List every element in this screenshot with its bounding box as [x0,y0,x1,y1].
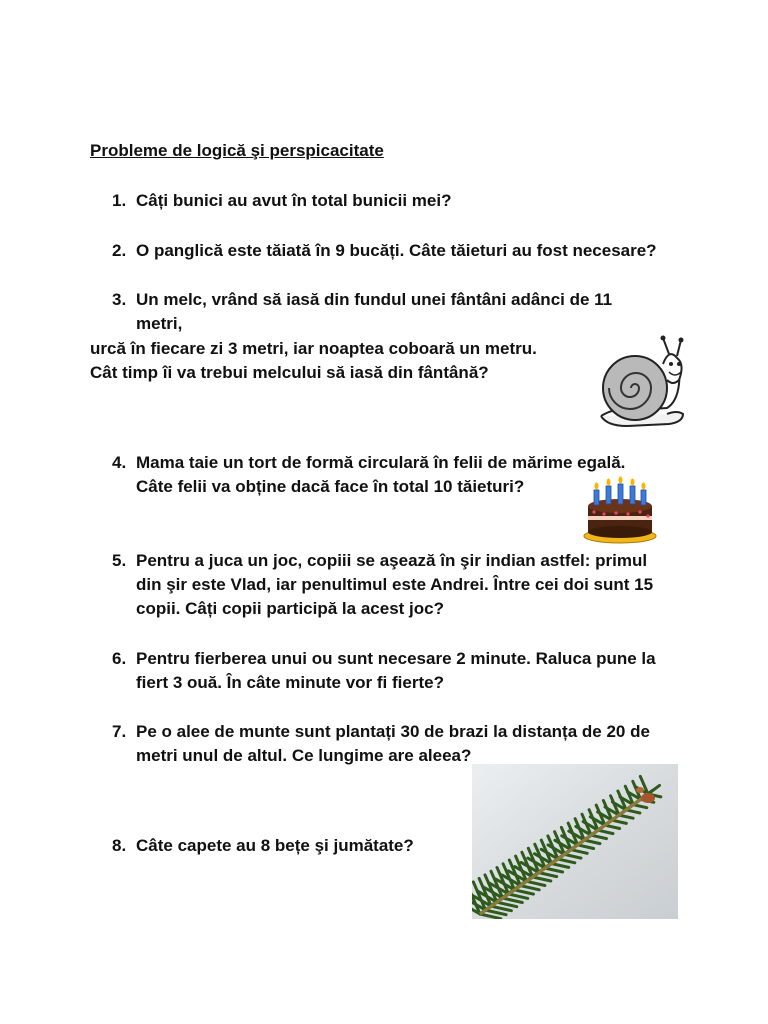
problem-5-line-3: copii. Câți copii participă la acest joc? [136,599,444,618]
problem-3-line-4: Cât timp îi va trebui melcului să iasă din fântână? [90,363,489,382]
problem-3-line-2: metri, [136,314,183,333]
problem-6-line-2: fiert 3 ouă. În câte minute vor fi fierte? [136,673,444,692]
problem-1-text: Câți bunici au avut în total bunicii mei? [136,191,452,210]
problem-2-number: 2. [112,241,127,260]
problem-2-text: O panglică este tăiată în 9 bucăți. Câte tăieturi au fost necesare? [136,241,657,260]
problem-7-number: 7. [112,722,127,741]
problem-7-line-2: metri unul de altul. Ce lungime are aleea? [136,746,472,765]
problem-7-line-1: Pe o alee de munte sunt plantați 30 de brazi la distanța de 20 de [136,722,650,741]
problem-3-number: 3. [112,290,127,309]
problem-5-number: 5. [112,551,127,570]
problem-8-text: Câte capete au 8 bețe şi jumătate? [136,836,414,855]
problem-6-line-1: Pentru fierberea unui ou sunt necesare 2 minute. Raluca pune la [136,649,656,668]
problem-6-number: 6. [112,649,127,668]
birthday-cake-illustration [582,476,658,544]
problem-4-number: 4. [112,453,127,472]
page-title: Probleme de logică şi perspicacitate [90,141,384,160]
snail-illustration [597,334,689,432]
problem-4-line-2: Câte felii va obține dacă face în total 10 tăieturi? [136,477,525,496]
problem-3-line-3: urcă în fiecare zi 3 metri, iar noaptea coboară un metru. [90,339,537,358]
problem-8-number: 8. [112,836,127,855]
problem-3-line-1: Un melc, vrând să iasă din fundul unei fântâni adânci de 11 [136,290,613,309]
problem-1-number: 1. [112,191,127,210]
problem-5-line-1: Pentru a juca un joc, copiii se aşează în şir indian astfel: primul [136,551,648,570]
fir-branch-photo [472,764,678,919]
problem-4-line-1: Mama taie un tort de formă circulară în felii de mărime egală. [136,453,626,472]
problem-5-line-2: din şir este Vlad, iar penultimul este Andrei. Între cei doi sunt 15 [136,575,654,594]
